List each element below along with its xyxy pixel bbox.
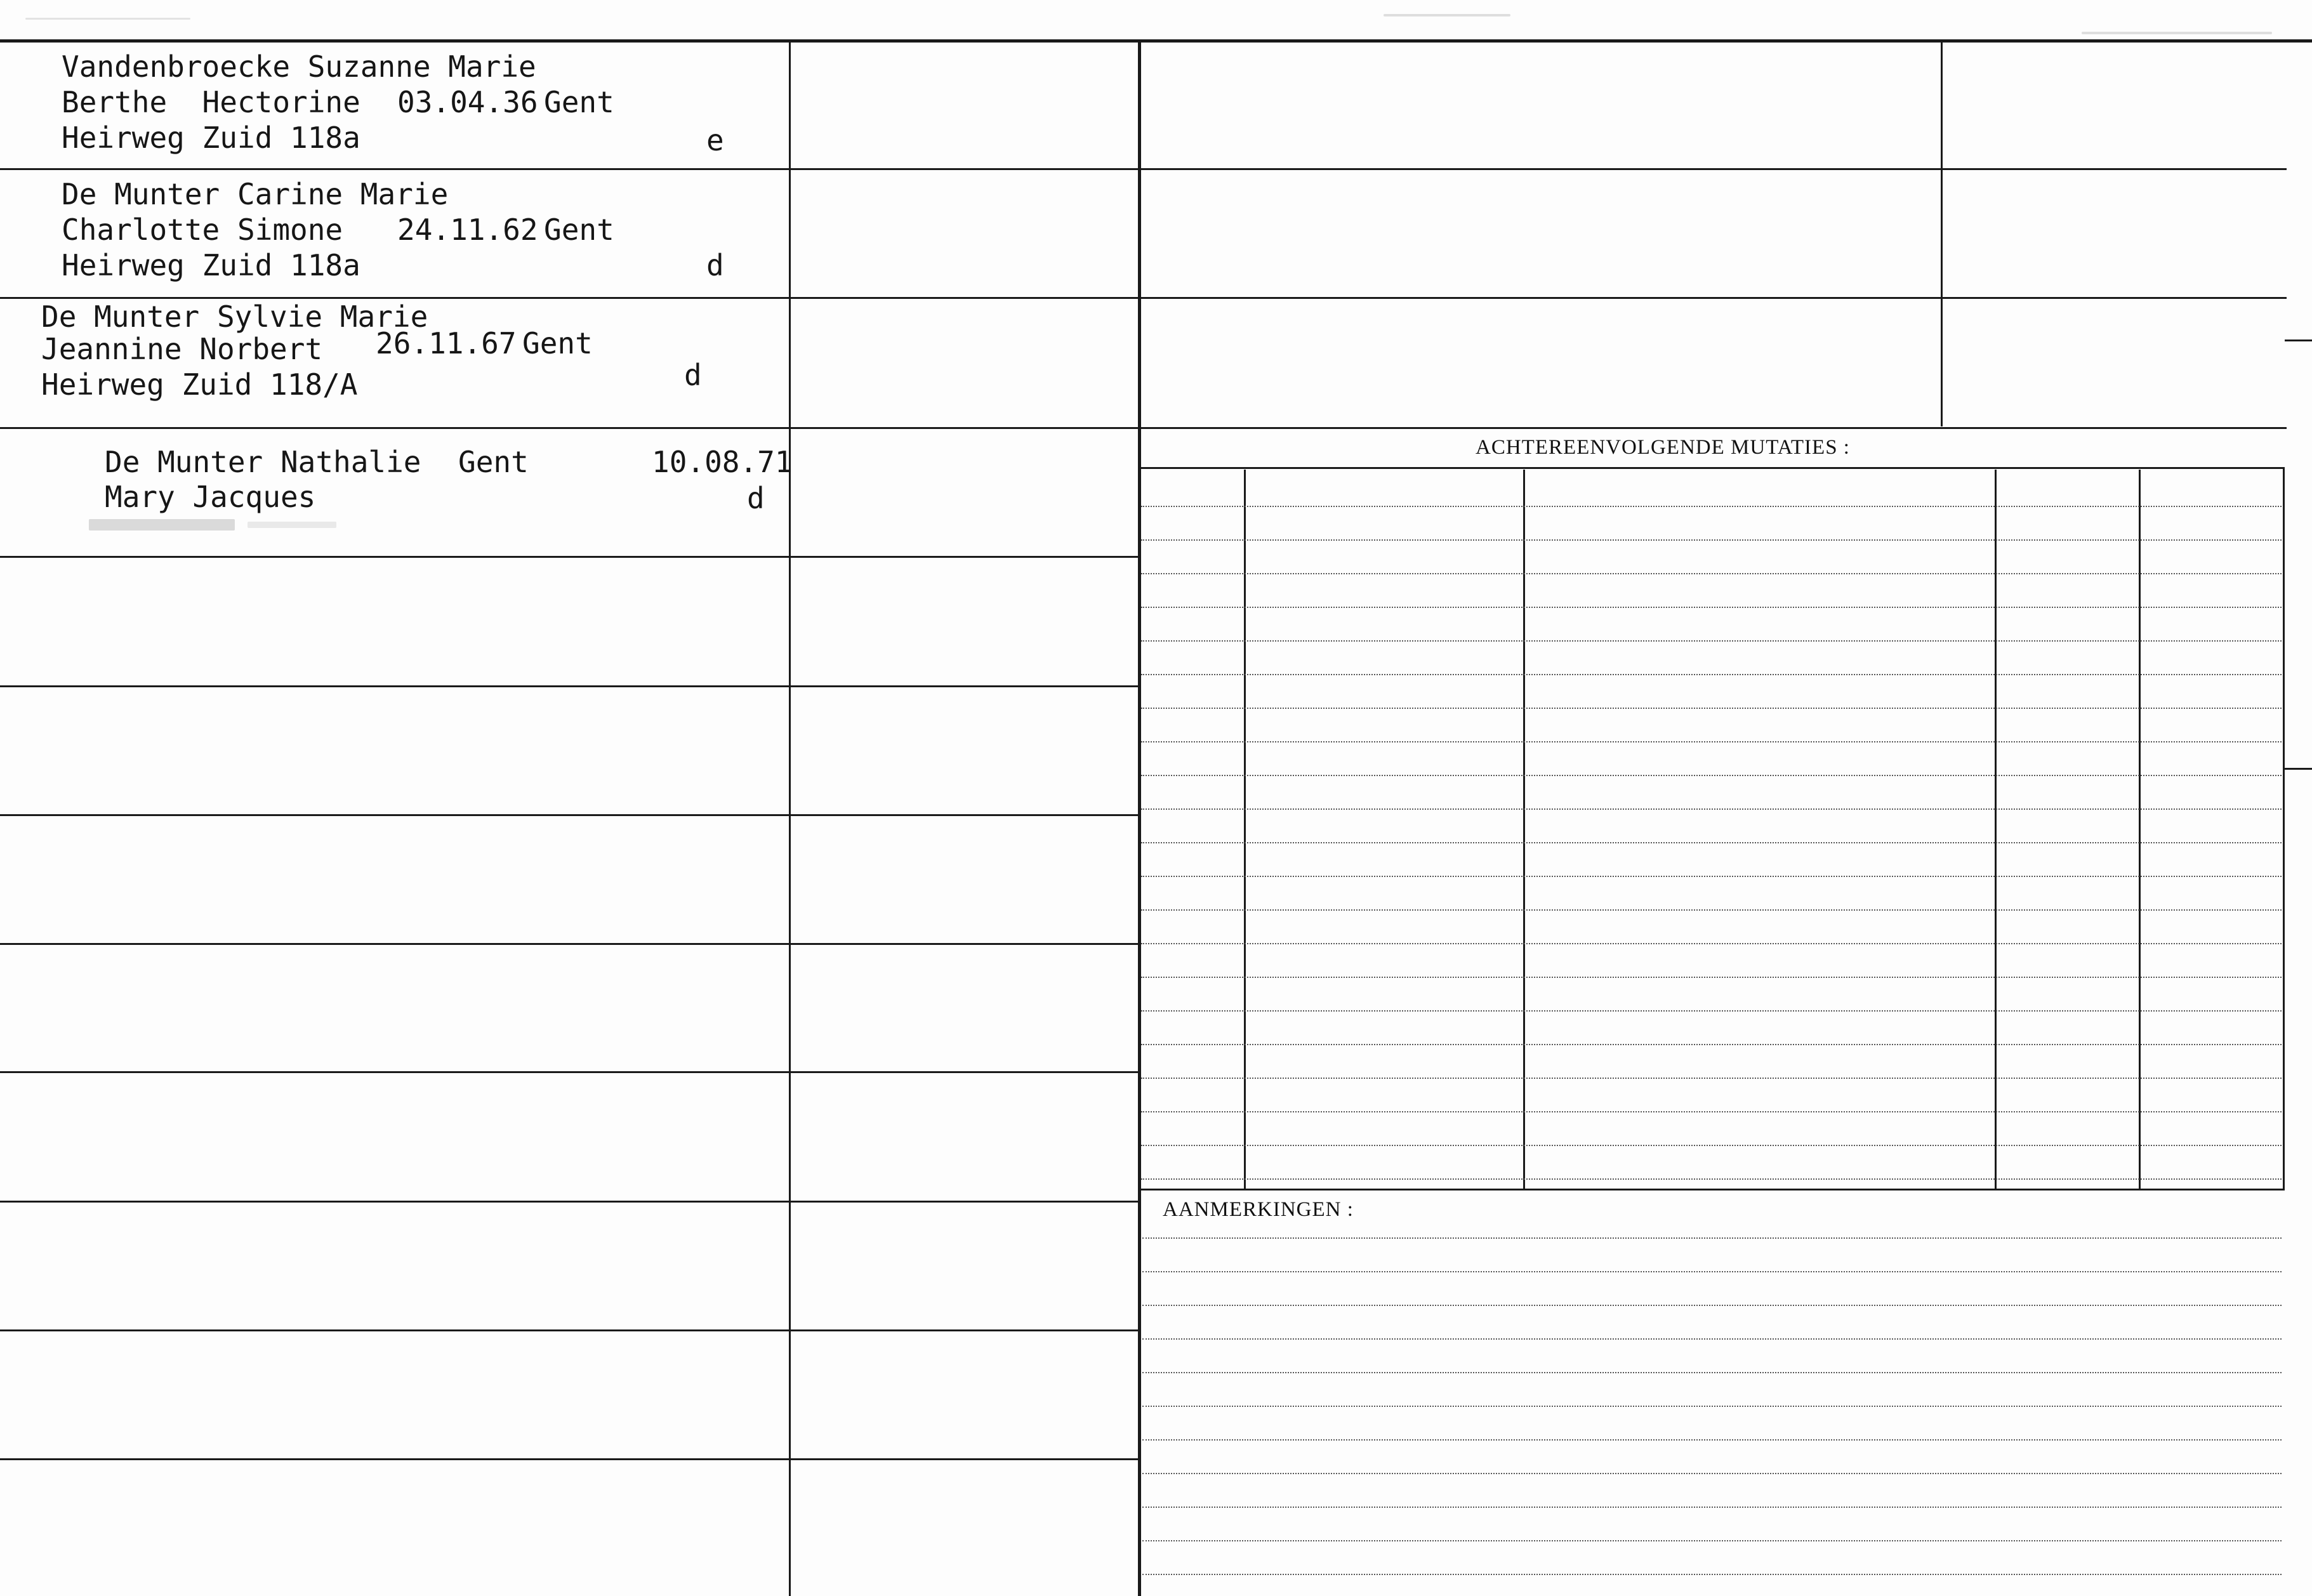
- mutations-heading: ACHTEREENVOLGENDE MUTATIES :: [1476, 436, 1850, 459]
- row-line: [1138, 168, 2287, 170]
- row-line: [0, 943, 1138, 945]
- mutation-row-rule: [1141, 573, 2282, 574]
- entry-code: d: [684, 358, 702, 392]
- right-upper-divider: [1941, 41, 1943, 426]
- remark-row-rule: [1142, 1372, 2282, 1373]
- mutations-col-divider: [1244, 470, 1246, 1189]
- row-line: [0, 556, 1138, 558]
- mutation-row-rule: [1141, 977, 2282, 978]
- entry-name-line: De Munter Sylvie Marie: [41, 300, 428, 334]
- mutations-table-right: [2283, 467, 2285, 1189]
- mutation-row-rule: [1141, 943, 2282, 944]
- mutation-row-rule: [1141, 1111, 2282, 1112]
- mutations-col-divider: [1995, 470, 1997, 1189]
- row-line: [1138, 297, 2287, 299]
- entry-birth-date: 26.11.67: [376, 326, 517, 360]
- mutations-table-bottom: [1139, 1189, 2285, 1190]
- entry-code: e: [706, 123, 724, 157]
- mutation-row-rule: [1141, 808, 2282, 810]
- left-grid-divider: [789, 41, 791, 1596]
- remark-row-rule: [1142, 1271, 2282, 1272]
- mutations-col-divider: [2139, 470, 2141, 1189]
- row-line: [1138, 427, 2287, 429]
- row-line: [0, 814, 1138, 816]
- remark-row-rule: [1142, 1540, 2282, 1541]
- remark-row-rule: [1142, 1305, 2282, 1306]
- scan-speckle: [1384, 14, 1510, 16]
- mutation-row-rule: [1141, 506, 2282, 507]
- entry-birth-place: Gent: [544, 85, 614, 119]
- entry-address: Heirweg Zuid 118a: [62, 248, 360, 282]
- remark-row-rule: [1142, 1338, 2282, 1340]
- scan-smudge: [89, 519, 235, 531]
- entry-name-line: Vandenbroecke Suzanne Marie: [62, 49, 536, 84]
- scan-smudge: [248, 522, 336, 528]
- mutation-row-rule: [1141, 640, 2282, 642]
- entry-address: Heirweg Zuid 118a: [62, 121, 360, 155]
- entry-name-line: Charlotte Simone: [62, 213, 343, 247]
- top-border: [0, 39, 2312, 43]
- scan-speckle: [2082, 32, 2272, 34]
- entry-name-line: Berthe Hectorine: [62, 85, 360, 119]
- remark-row-rule: [1142, 1406, 2282, 1407]
- entry-name-line: De Munter Nathalie: [105, 445, 421, 479]
- row-line: [0, 1329, 1138, 1331]
- row-line: [0, 685, 1138, 687]
- mutation-row-rule: [1141, 607, 2282, 608]
- margin-tick: [2285, 768, 2312, 770]
- entry-code: d: [747, 481, 765, 515]
- entry-address: Heirweg Zuid 118/A: [41, 367, 358, 402]
- entry-name-line: De Munter Carine Marie: [62, 177, 449, 211]
- entry-birth-date: 24.11.62: [397, 213, 538, 247]
- entry-birth-place: Gent: [522, 326, 593, 360]
- row-line: [0, 1458, 1138, 1460]
- row-line: [0, 1071, 1138, 1073]
- row-line: [0, 427, 1138, 429]
- entry-name-line: Jeannine Norbert: [41, 332, 323, 366]
- entry-birth-place: Gent: [458, 445, 529, 479]
- entry-birth-date: 10.08.71: [652, 445, 793, 479]
- mutation-row-rule: [1141, 842, 2282, 843]
- mutation-row-rule: [1141, 1010, 2282, 1012]
- entry-birth-date: 03.04.36: [397, 85, 538, 119]
- mutation-row-rule: [1141, 708, 2282, 709]
- remark-row-rule: [1142, 1507, 2282, 1508]
- mutations-col-divider: [1523, 470, 1525, 1189]
- row-line: [0, 168, 1138, 170]
- row-line: [0, 1201, 1138, 1203]
- mutation-row-rule: [1141, 1078, 2282, 1079]
- center-divider: [1138, 39, 1141, 1596]
- mutation-row-rule: [1141, 741, 2282, 742]
- mutation-row-rule: [1141, 909, 2282, 911]
- mutation-row-rule: [1141, 1044, 2282, 1045]
- mutation-row-rule: [1141, 539, 2282, 541]
- mutation-row-rule: [1141, 775, 2282, 776]
- entry-code: d: [706, 248, 724, 282]
- entry-name-line: Mary Jacques: [105, 480, 316, 514]
- remark-row-rule: [1142, 1237, 2282, 1239]
- remark-row-rule: [1142, 1439, 2282, 1441]
- mutation-row-rule: [1141, 674, 2282, 675]
- mutation-row-rule: [1141, 876, 2282, 877]
- entry-birth-place: Gent: [544, 213, 614, 247]
- row-line: [0, 297, 1138, 299]
- margin-tick: [2285, 340, 2312, 341]
- remarks-heading: AANMERKINGEN :: [1163, 1198, 1354, 1221]
- mutations-table-top: [1139, 467, 2285, 469]
- remark-row-rule: [1142, 1574, 2282, 1575]
- mutation-row-rule: [1141, 1145, 2282, 1146]
- remark-row-rule: [1142, 1473, 2282, 1474]
- mutation-row-rule: [1141, 1178, 2282, 1180]
- scan-speckle: [25, 18, 190, 20]
